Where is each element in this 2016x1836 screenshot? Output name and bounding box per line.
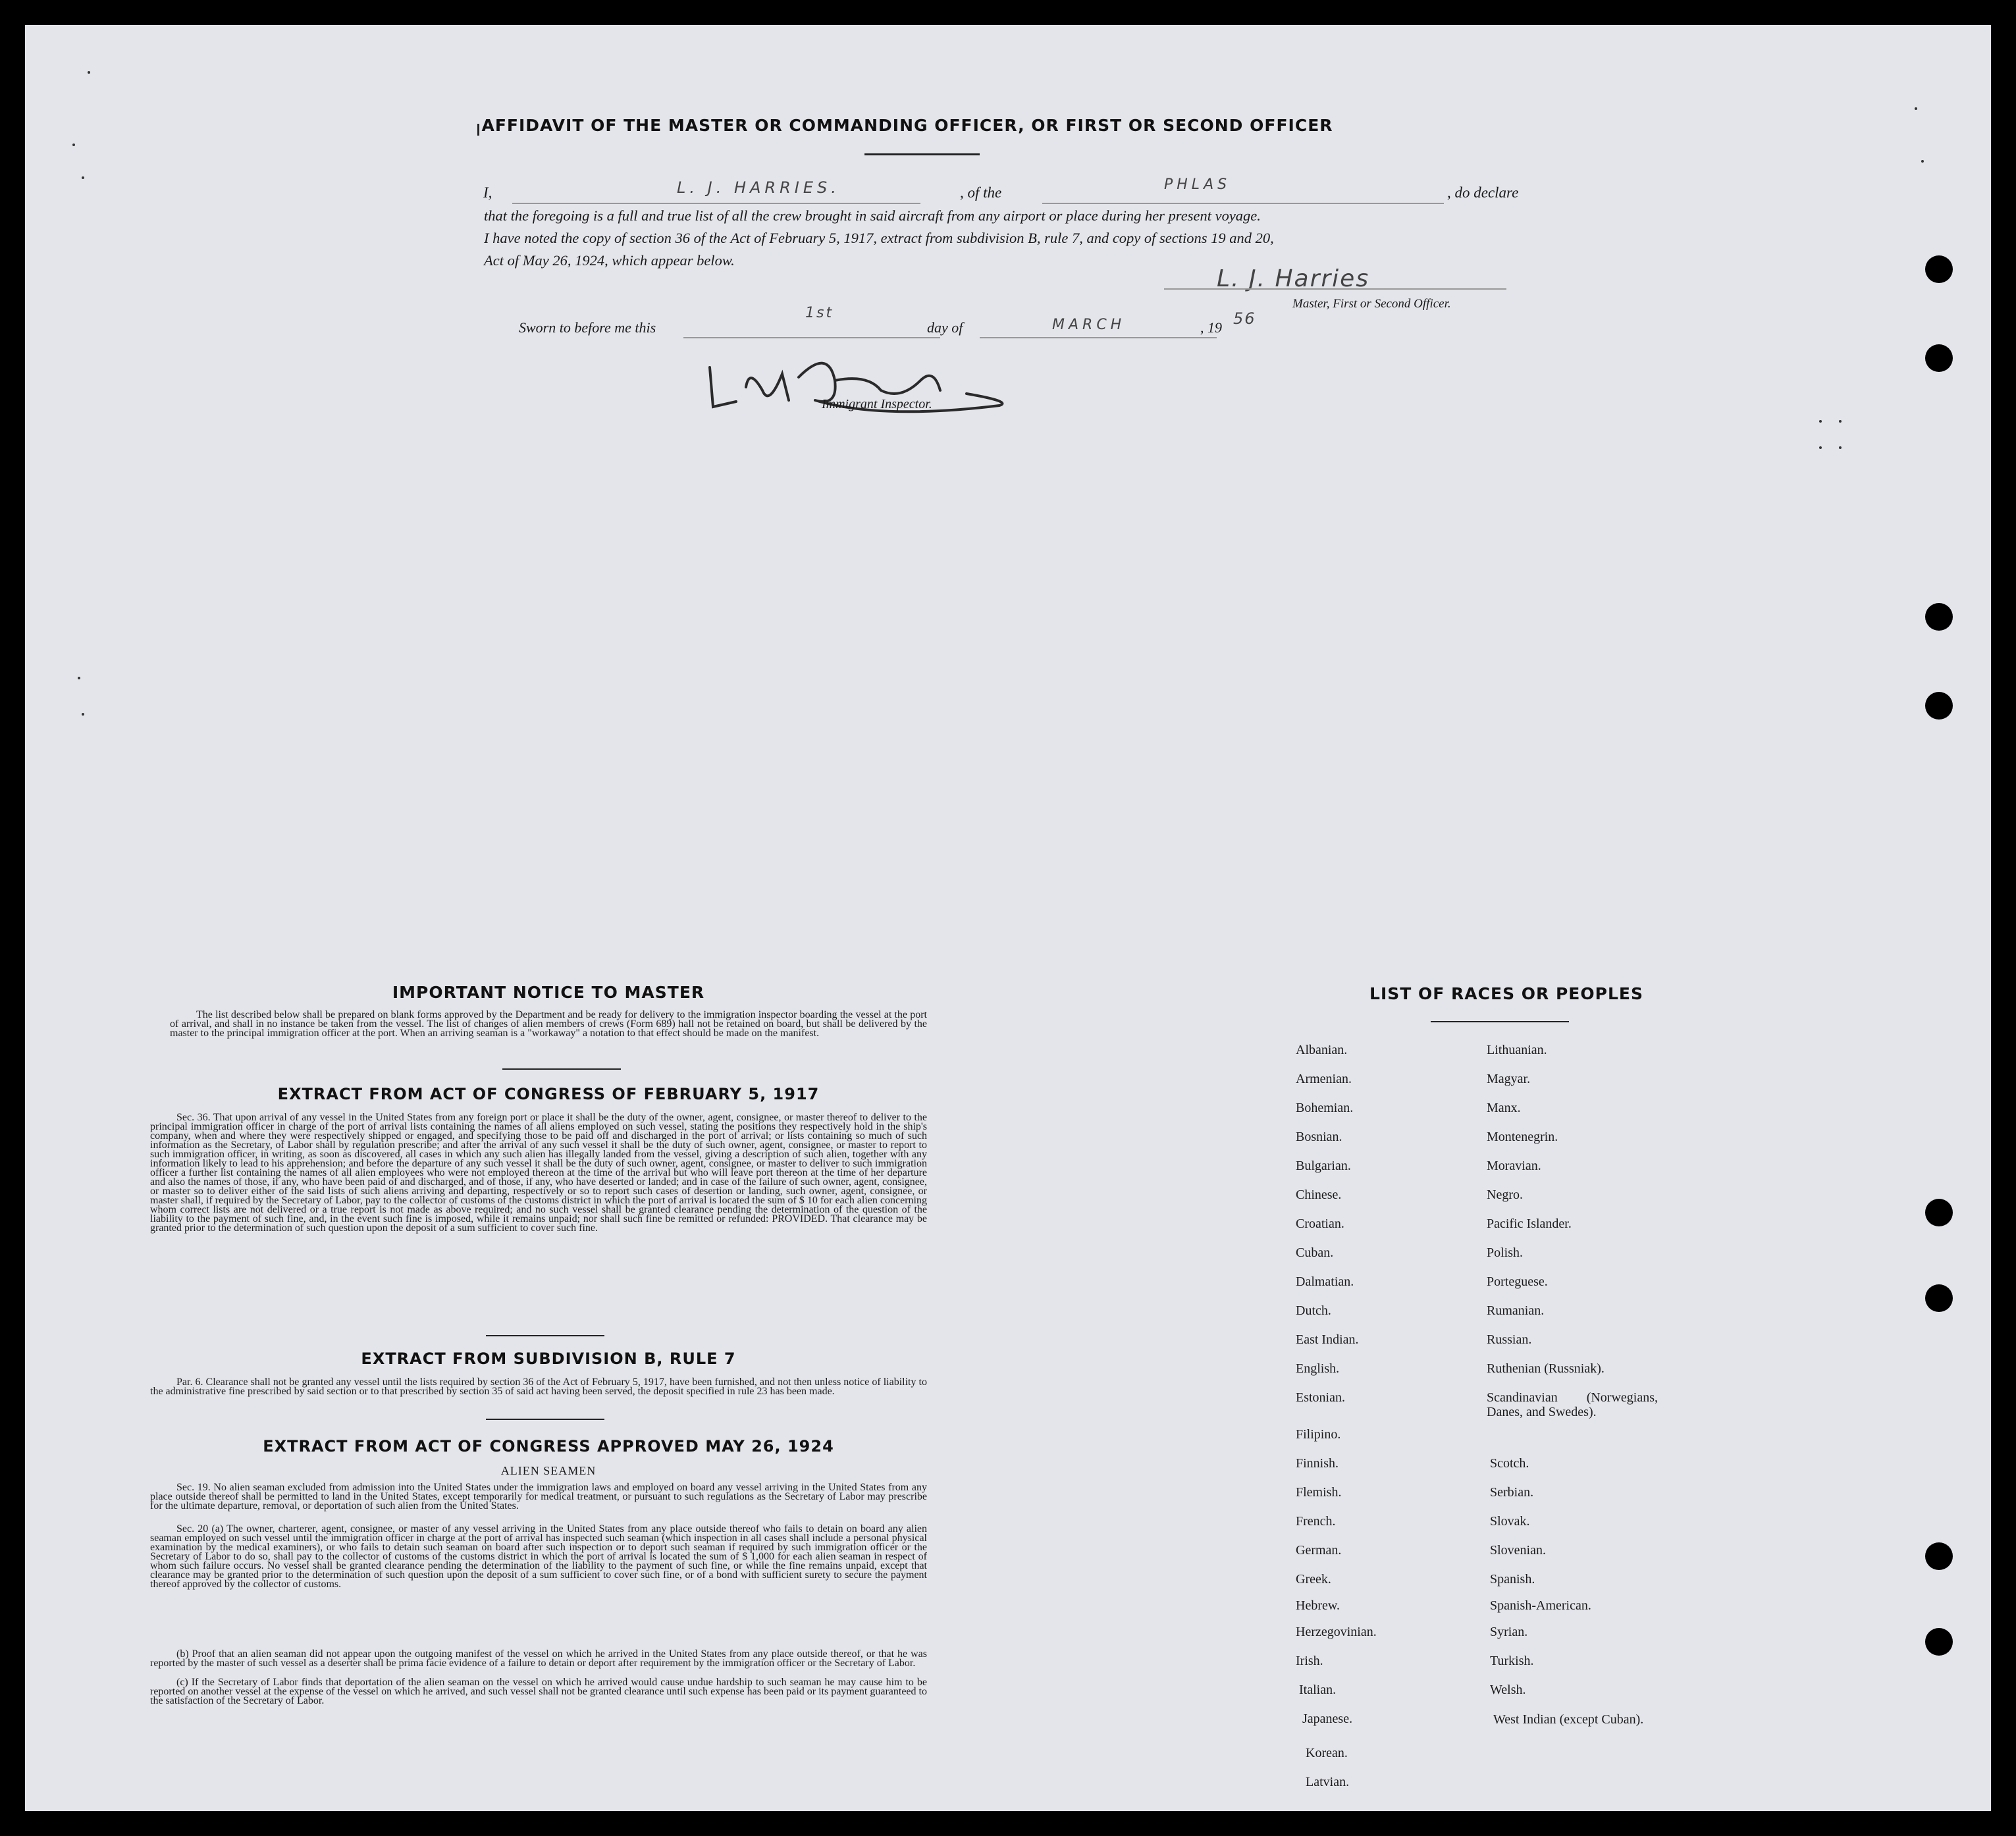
name-fill-line: [512, 203, 920, 204]
race-item: Ruthenian (Russniak).: [1487, 1361, 1605, 1376]
race-item: Italian.: [1299, 1683, 1337, 1697]
do-declare-label: , do declare: [1447, 184, 1519, 201]
race-item: Herzegovinian.: [1296, 1625, 1377, 1639]
i-label: I,: [483, 184, 492, 201]
extract-1924-sec20c: (c) If the Secretary of Labor finds that deportation of the alien seaman on the vessel on which he arrived would cause undue hardship to such seaman he may cause him to be reported on another vessel at the expense of the vessel on which he arrived, and such vessel shall not be granted clearance until such expense has been paid or its payment guaranteed to the satisfaction of the Secretary of Labor.: [150, 1677, 927, 1706]
affidavit-line-2: I have noted the copy of section 36 of the Act of February 5, 1917, extract from subdivision B, rule 7, and copy of sections 19 and 20,: [484, 230, 1274, 246]
extract-1924-subtitle: ALIEN SEAMEN: [500, 1464, 597, 1477]
day-of-label: day of: [927, 319, 963, 336]
race-item: Slovak.: [1490, 1514, 1530, 1529]
extract-1917-text: Sec. 36. That upon arrival of any vessel in the United States from any foreign port or place it shall be the duty of the owner, agent, consignee, or master thereof to deliver to the principal immigration officer in charge of the port of arrival lists containing the names of all aliens employed on such vessel, stating the positions they respectively hold in the ship's company, when and where they were respectively shipped or engaged, and specifying those to be paid off and discharged in the port of arrival; or lists containing so much of such information as the Secretary, of Labor shall by regulation prescribe; and after the arrival of any such vessel it shall be the duty of such owner, agent, consignee, or master to report to such immigration officer, in writing, as soon as discovered, all cases in which any such alien has illegally landed from the vessel, giving a description of such alien, together with any information likely to lead to his apprehension; and before the departure of any such vessel it shall be the duty of such owner, agent, consignee, or master to deliver to such immigration officer a further list containing the names of all alien employees who were not employed thereon at the time of the arrival but who will leave port thereon at the time of her departure and also the names of those, if any, who have been paid of and discharged, and of those, if any, who have deserted or landed; and in case of the failure of such owner, agent, consignee, or master so to deliver either of the said lists of such aliens arriving and departing, respectively or so to report such cases of desertion or landing, such owner, agent, consignee, or master shall, if required by the Secretary of Labor, pay to the collector of customs of the customs district in which the port of arrival is located the sum of $ 10 for each alien concerning whom correct lists are not delivered or a true report is not made as above required; and no such vessel shall be granted clearance pending the determination of the question of the liability to the payment of such fine, and, in the event such fine is imposed, while it remains unpaid; nor shall such fine be remitted or refunded: PROVIDED. That clearance may be granted prior to the determination of such question upon the deposit of a sum sufficient to cover such fine.: [150, 1112, 927, 1234]
races-title: LIST OF RACES OR PEOPLES: [1369, 984, 1643, 1003]
scan-speck: [88, 71, 90, 74]
scan-speck: [1839, 446, 1842, 449]
race-item: Croatian.: [1296, 1217, 1344, 1231]
race-item: Turkish.: [1490, 1654, 1534, 1668]
race-item: Greek.: [1296, 1572, 1331, 1587]
race-item: Rumanian.: [1487, 1303, 1545, 1318]
affidavit-line-3: Act of May 26, 1924, which appear below.: [484, 252, 735, 269]
race-item: Scotch.: [1490, 1456, 1529, 1471]
race-item: Latvian.: [1306, 1775, 1350, 1789]
punch-hole: [1925, 692, 1953, 720]
races-title-rule: [1431, 1021, 1569, 1022]
extract-1924-sec20b: (b) Proof that an alien seaman did not appear upon the outgoing manifest of the vessel on which he arrived in the United States from any place outside thereof, or that he was reported by the master of such vessel as a deserter shall be prima facie evidence of a failure to detain or deport after requirement by the immigration officer or the Secretary of Labor.: [150, 1648, 927, 1669]
extract-1924-title: EXTRACT FROM ACT OF CONGRESS APPROVED MAY 26, 1924: [263, 1437, 834, 1456]
extract-rule7-rule: [486, 1419, 604, 1420]
race-item: Montenegrin.: [1487, 1130, 1558, 1144]
master-signature-line: [1164, 288, 1506, 290]
document-page: [25, 25, 1991, 1811]
master-name-handwritten: L. J. HARRIES.: [677, 178, 840, 197]
extract-1924-sec20a: Sec. 20 (a) The owner, charterer, agent, consignee, or master of any vessel arriving in the United States from any place outside thereof who fails to detain on board any alien seaman employed on such vessel until the immigration officer in charge at the port of arrival has inspected such seaman (which inspection in all cases shall include a personal physical examination by the medical examiners), or who fails to detain such seaman on board after such inspection or to deport such seaman if required by such immigration officer or the Secretary of Labor to do so, shall pay to the collector of customs of the customs district in which the port of arrival is located the sum of $ 1,000 for each alien seaman in respect of whom such failure occurs. No vessel shall be granted clearance pending the determination of the liability to the payment of such fine, or while the fine remains unpaid, except that clearance may be granted prior to the determination of such question upon the deposit of a sum sufficient to cover such fine, or of a bond with sufficient surety to secure the payment thereof approved by the collector of customs.: [150, 1523, 927, 1590]
master-caption: Master, First or Second Officer.: [1292, 297, 1451, 311]
race-item: Polish.: [1487, 1246, 1524, 1260]
vessel-handwritten: PHLAS: [1164, 176, 1231, 193]
race-item: West Indian (except Cuban).: [1493, 1712, 1644, 1727]
punch-hole: [1925, 1628, 1953, 1656]
race-item: Syrian.: [1490, 1625, 1528, 1639]
race-item: Lithuanian.: [1487, 1043, 1547, 1057]
race-item: Cuban.: [1296, 1246, 1334, 1260]
day-handwritten: 1st: [805, 305, 834, 321]
of-the-label: , of the: [960, 184, 1002, 201]
race-item: Bohemian.: [1296, 1101, 1354, 1115]
scan-speck: [82, 713, 84, 716]
scan-speck: [1819, 420, 1822, 423]
sworn-label: Sworn to before me this: [519, 319, 656, 336]
race-item: Japanese.: [1302, 1712, 1353, 1726]
scan-speck: [78, 677, 80, 679]
punch-hole: [1925, 1284, 1953, 1312]
notice-text: The list described below shall be prepared on blank forms approved by the Department and be ready for delivery to the immigration inspector boarding the vessel at the port of arrival, and shall in no instance be taken from the vessel. The list of changes of alien members of crews (Form 689) hall not be retained on board, but shall be delivered by the master to the principal immigration officer at the port. When an arriving seaman is a "workaway" a notation to that effect should be made on the manifest.: [170, 1009, 927, 1039]
punch-hole: [1925, 1199, 1953, 1226]
month-handwritten: MARCH: [1052, 317, 1126, 333]
punch-hole: [1925, 344, 1953, 372]
punch-hole: [1925, 1542, 1953, 1570]
race-item: Negro.: [1487, 1188, 1523, 1202]
race-item: Flemish.: [1296, 1485, 1342, 1500]
scan-speck: [1915, 107, 1917, 110]
scan-speck: [82, 176, 84, 179]
race-item: German.: [1296, 1543, 1342, 1558]
extract-1917-title: EXTRACT FROM ACT OF CONGRESS OF FEBRUARY 5, 1917: [277, 1085, 820, 1103]
notice-rule: [502, 1068, 621, 1070]
race-item: Bosnian.: [1296, 1130, 1342, 1144]
race-item: Korean.: [1306, 1746, 1348, 1760]
margin-tick: [477, 124, 479, 136]
extract-rule7-title: EXTRACT FROM SUBDIVISION B, RULE 7: [361, 1350, 736, 1368]
race-item: Irish.: [1296, 1654, 1323, 1668]
race-item: Porteguese.: [1487, 1274, 1548, 1289]
race-item: Filipino.: [1296, 1427, 1341, 1442]
punch-hole: [1925, 255, 1953, 283]
affidavit-line-1: that the foregoing is a full and true list of all the crew brought in said aircraft from any airport or place during her present voyage.: [484, 207, 1261, 224]
race-item: Scandinavian (Norwegians, Danes, and Swedes).: [1487, 1390, 1658, 1419]
year-prefix: , 19: [1200, 319, 1222, 336]
race-item: Spanish-American.: [1490, 1598, 1591, 1613]
race-item: Russian.: [1487, 1332, 1532, 1347]
scan-speck: [1921, 160, 1924, 163]
race-item: Estonian.: [1296, 1390, 1345, 1405]
race-item: Dalmatian.: [1296, 1274, 1354, 1289]
race-item: Spanish.: [1490, 1572, 1535, 1587]
extract-1924-sec19: Sec. 19. No alien seaman excluded from admission into the United States under the immigration laws and employed on board any vessel arriving in the United States from any place outside thereof shall be permitted to land in the United States, except temporarily for medical treatment, or pursuant to such regulations as the Secretary of Labor may prescribe for the ultimate departure, removal, or deportation of such alien from the United States.: [150, 1482, 927, 1511]
notice-title: IMPORTANT NOTICE TO MASTER: [392, 983, 705, 1002]
race-item: Magyar.: [1487, 1072, 1531, 1086]
scan-speck: [1819, 446, 1822, 449]
inspector-caption: Immigrant Inspector.: [822, 397, 932, 411]
race-item: Albanian.: [1296, 1043, 1348, 1057]
race-item: Dutch.: [1296, 1303, 1331, 1318]
race-item: East Indian.: [1296, 1332, 1359, 1347]
affidavit-title-rule: [864, 153, 980, 155]
race-item: Welsh.: [1490, 1683, 1526, 1697]
race-item: Slovenian.: [1490, 1543, 1546, 1558]
affidavit-title: AFFIDAVIT OF THE MASTER OR COMMANDING OFFICER, OR FIRST OR SECOND OFFICER: [481, 116, 1333, 135]
year-handwritten: 56: [1233, 309, 1256, 328]
race-item: Hebrew.: [1296, 1598, 1340, 1613]
race-item: Pacific Islander.: [1487, 1217, 1572, 1231]
vessel-fill-line: [1042, 203, 1444, 204]
race-item: Manx.: [1487, 1101, 1521, 1115]
punch-hole: [1925, 603, 1953, 631]
master-signature: L. J. Harries: [1217, 265, 1370, 292]
extract-rule7-text: Par. 6. Clearance shall not be granted any vessel until the lists required by section 36 of the Act of February 5, 1917, have been furnished, and not then unless notice of liability to the administrative fine prescribed by said section or to that prescribed by section 35 of said act having been served, the deposit specified in rule 23 has been made.: [150, 1377, 927, 1397]
race-item: Serbian.: [1490, 1485, 1534, 1500]
race-item: Chinese.: [1296, 1188, 1342, 1202]
race-item: English.: [1296, 1361, 1340, 1376]
race-item: Bulgarian.: [1296, 1159, 1351, 1173]
race-item: Finnish.: [1296, 1456, 1339, 1471]
race-item: Armenian.: [1296, 1072, 1352, 1086]
race-item: Moravian.: [1487, 1159, 1541, 1173]
race-item: French.: [1296, 1514, 1336, 1529]
scan-speck: [1839, 420, 1842, 423]
scan-speck: [72, 144, 75, 146]
extract-1917-rule: [486, 1335, 604, 1336]
